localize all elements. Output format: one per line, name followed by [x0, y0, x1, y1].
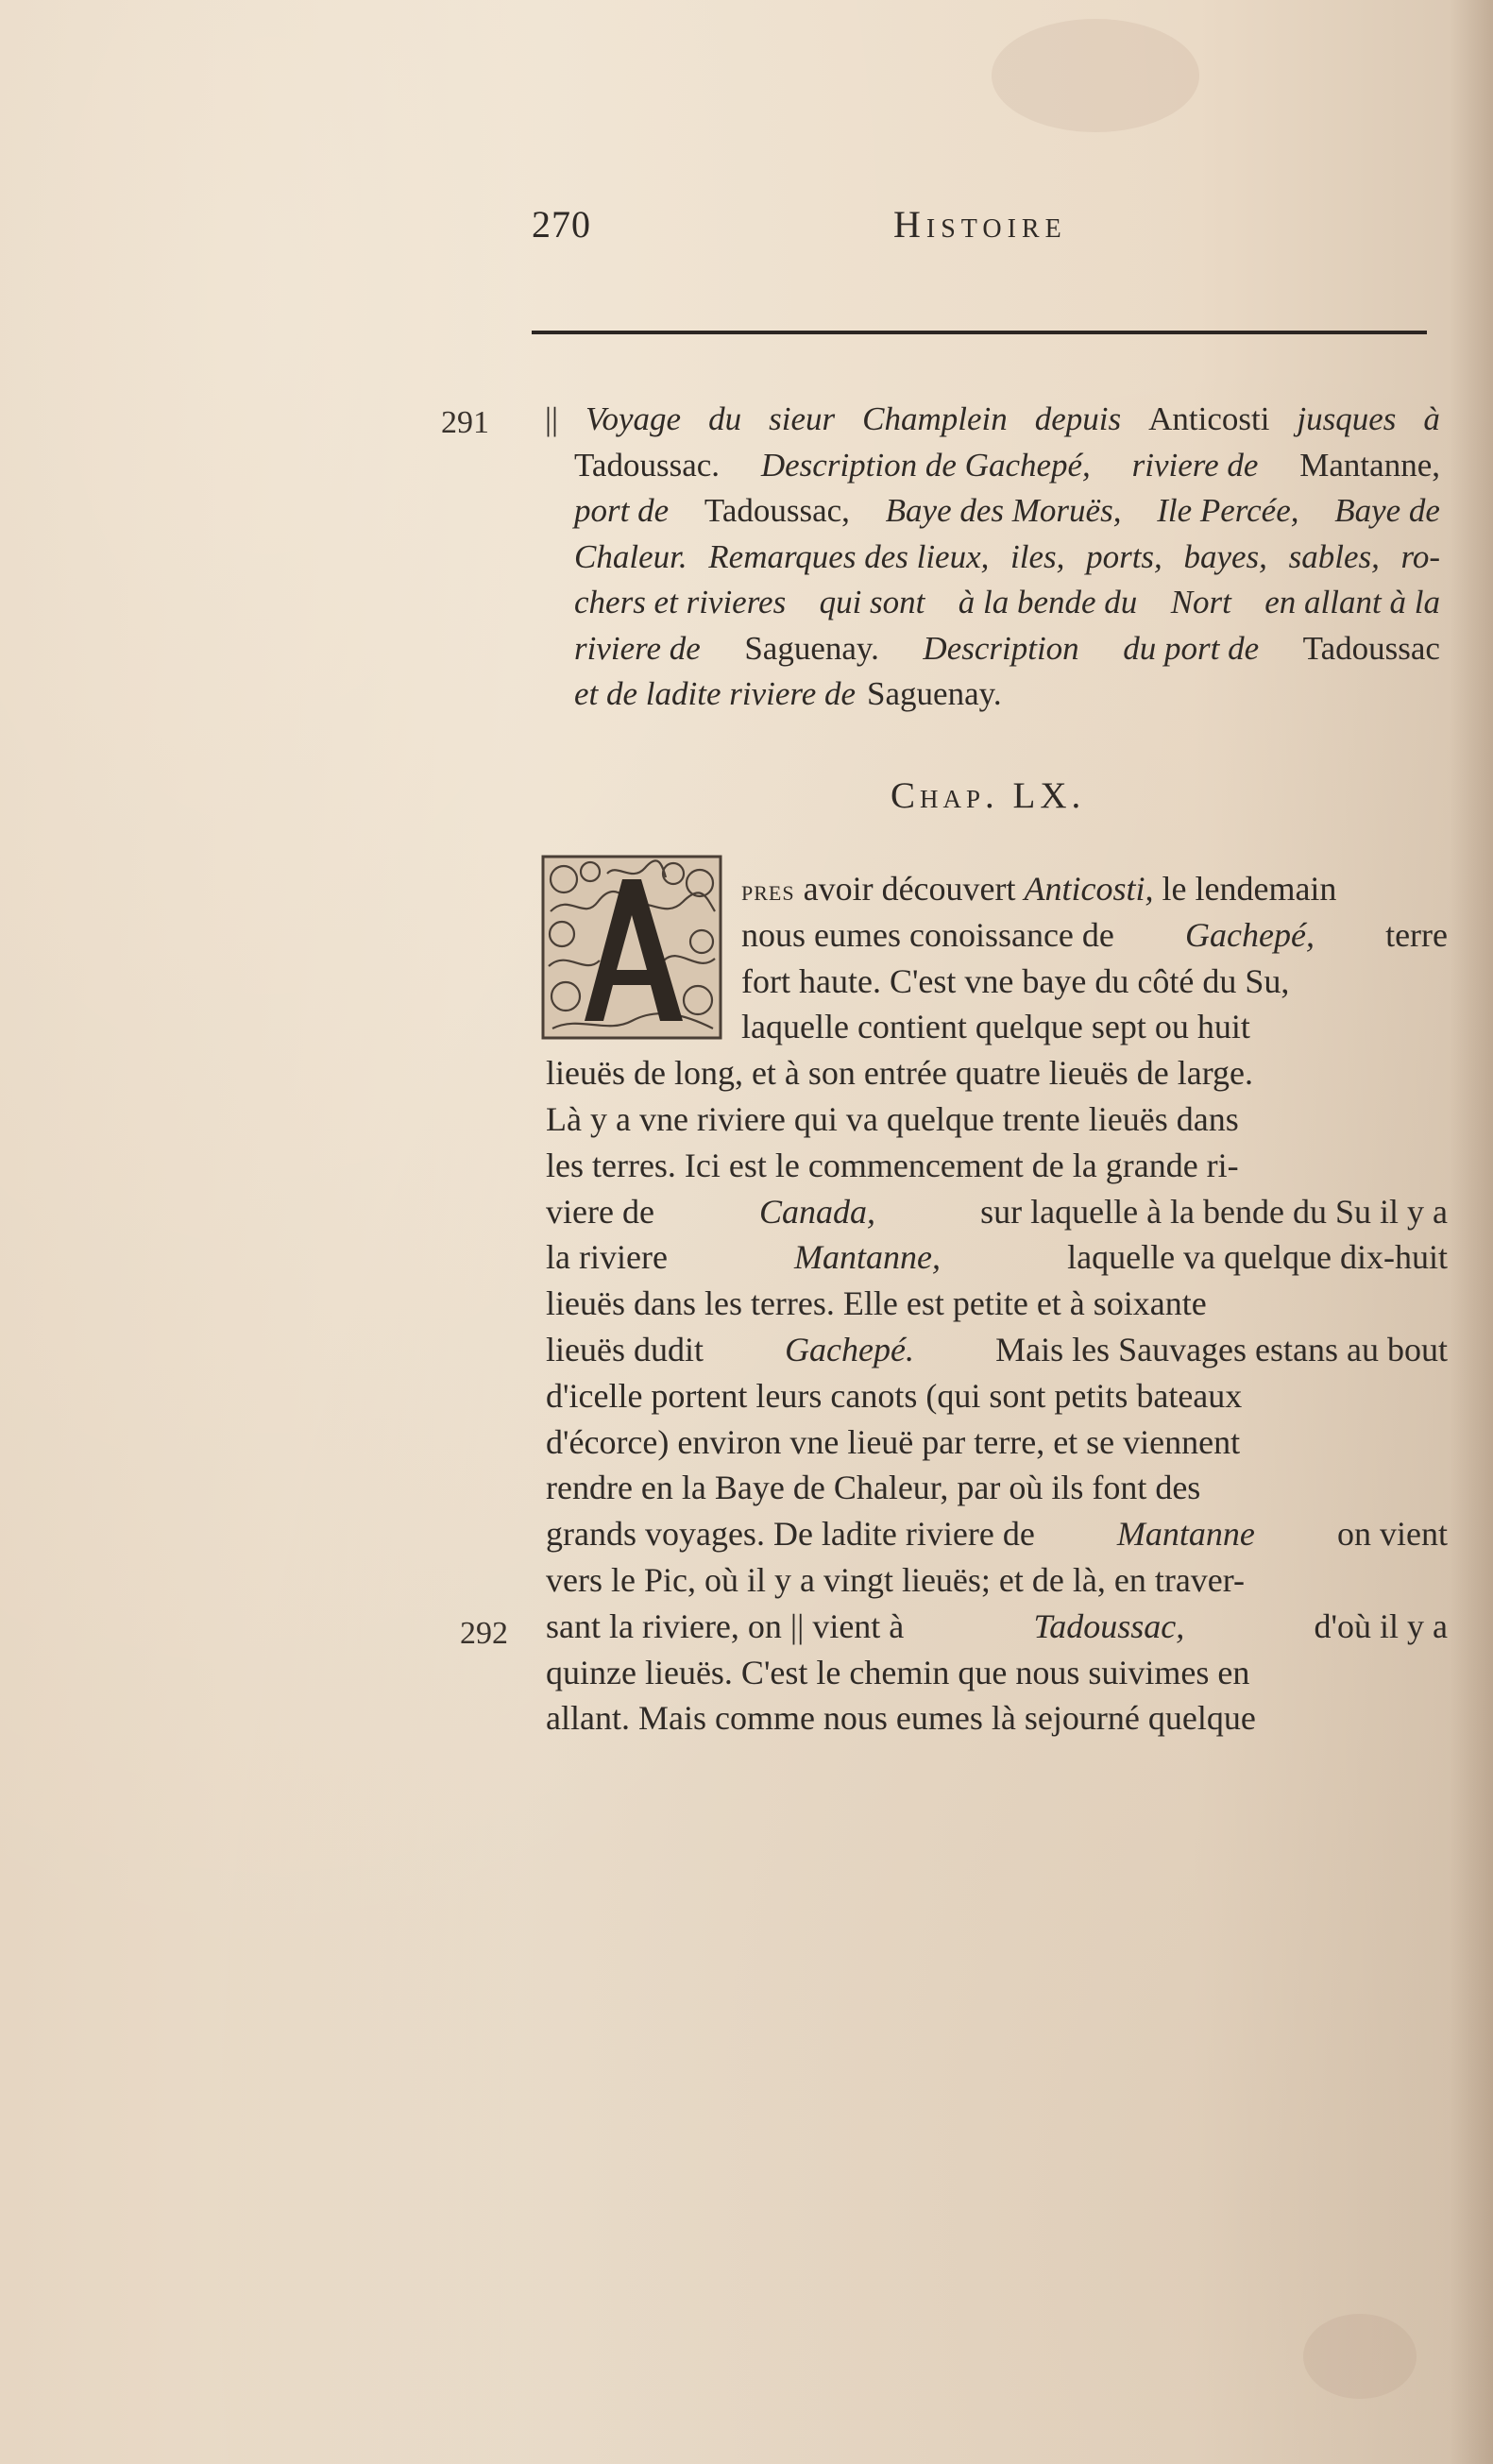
text-line: vers le Pic, où il y a vingt lieuës; et de là, en traver-	[546, 1560, 1246, 1599]
text-line: la riviere Mantanne, laquelle va quelque dix-huit	[546, 1238, 1448, 1277]
paper-stain	[992, 19, 1199, 132]
text-line: d'icelle portent leurs canots (qui sont petits bateaux	[546, 1376, 1243, 1415]
text-line: allant. Mais comme nous eumes là sejourné quelque	[546, 1699, 1256, 1738]
paper-stain	[1303, 2314, 1417, 2399]
text-line: viere de Canada, sur laquelle à la bende du Su il y a	[546, 1192, 1448, 1231]
summary-line: || Voyage du sieur Champlein depuis Anticosti jusques à	[545, 400, 1440, 437]
running-title: Histoire	[893, 203, 1067, 246]
text-line: les terres. Ici est le commencement de la grande ri-	[546, 1146, 1239, 1184]
page-header	[532, 202, 1429, 259]
chapter-heading: Chap. LX.	[891, 775, 1086, 816]
text-line: Là y a vne riviere qui va quelque trente lieuës dans	[546, 1099, 1239, 1138]
page-edge-shadow	[1450, 0, 1493, 2464]
text-line: lieuës dans les terres. Elle est petite et à soixante	[546, 1284, 1207, 1323]
text-line: grands voyages. De ladite riviere de Mantanne on vient	[546, 1515, 1448, 1554]
margin-page-reference: 291	[441, 405, 489, 440]
summary-line: riviere de Saguenay. Description du port de Tadoussac	[574, 629, 1440, 667]
text-line: rendre en la Baye de Chaleur, par où ils font des	[546, 1469, 1201, 1507]
text-line: lieuës dudit Gachepé. Mais les Sauvages estans au bout	[546, 1330, 1448, 1368]
summary-line: et de ladite riviere de Saguenay.	[574, 675, 1002, 712]
text-line: laquelle contient quelque sept ou huit	[741, 1008, 1250, 1046]
text-line: quinze lieuës. C'est le chemin que nous suivimes en	[546, 1653, 1250, 1691]
summary-line: Chaleur. Remarques des lieux, iles, ports, bayes, sables, ro-	[574, 537, 1440, 575]
margin-page-reference: 292	[460, 1616, 508, 1651]
summary-line: chers et rivieres qui sont à la bende du Nort en allant à la	[574, 584, 1440, 620]
text-line: lieuës de long, et à son entrée quatre lieuës de large.	[546, 1054, 1254, 1093]
text-line: sant la riviere, on || vient à Tadoussac, d'où il y a	[546, 1606, 1448, 1645]
text-line: d'écorce) environ vne lieuë par terre, et se viennent	[546, 1422, 1241, 1461]
header-rule	[532, 331, 1427, 334]
text-line: fort haute. C'est vne baye du côté du Su,	[741, 961, 1290, 1000]
text-line: pres avoir découvert Anticosti, le lendemain	[741, 870, 1337, 908]
page-number: 270	[532, 203, 591, 246]
summary-line: Tadoussac. Description de Gachepé, riviere de Mantanne,	[574, 446, 1440, 484]
text-line: nous eumes conoissance de Gachepé, terre	[741, 915, 1448, 954]
summary-line: port de Tadoussac, Baye des Moruës, Ile Percée, Baye de	[574, 492, 1440, 529]
chapter-body	[546, 866, 1448, 1742]
chapter-summary	[545, 397, 1440, 718]
